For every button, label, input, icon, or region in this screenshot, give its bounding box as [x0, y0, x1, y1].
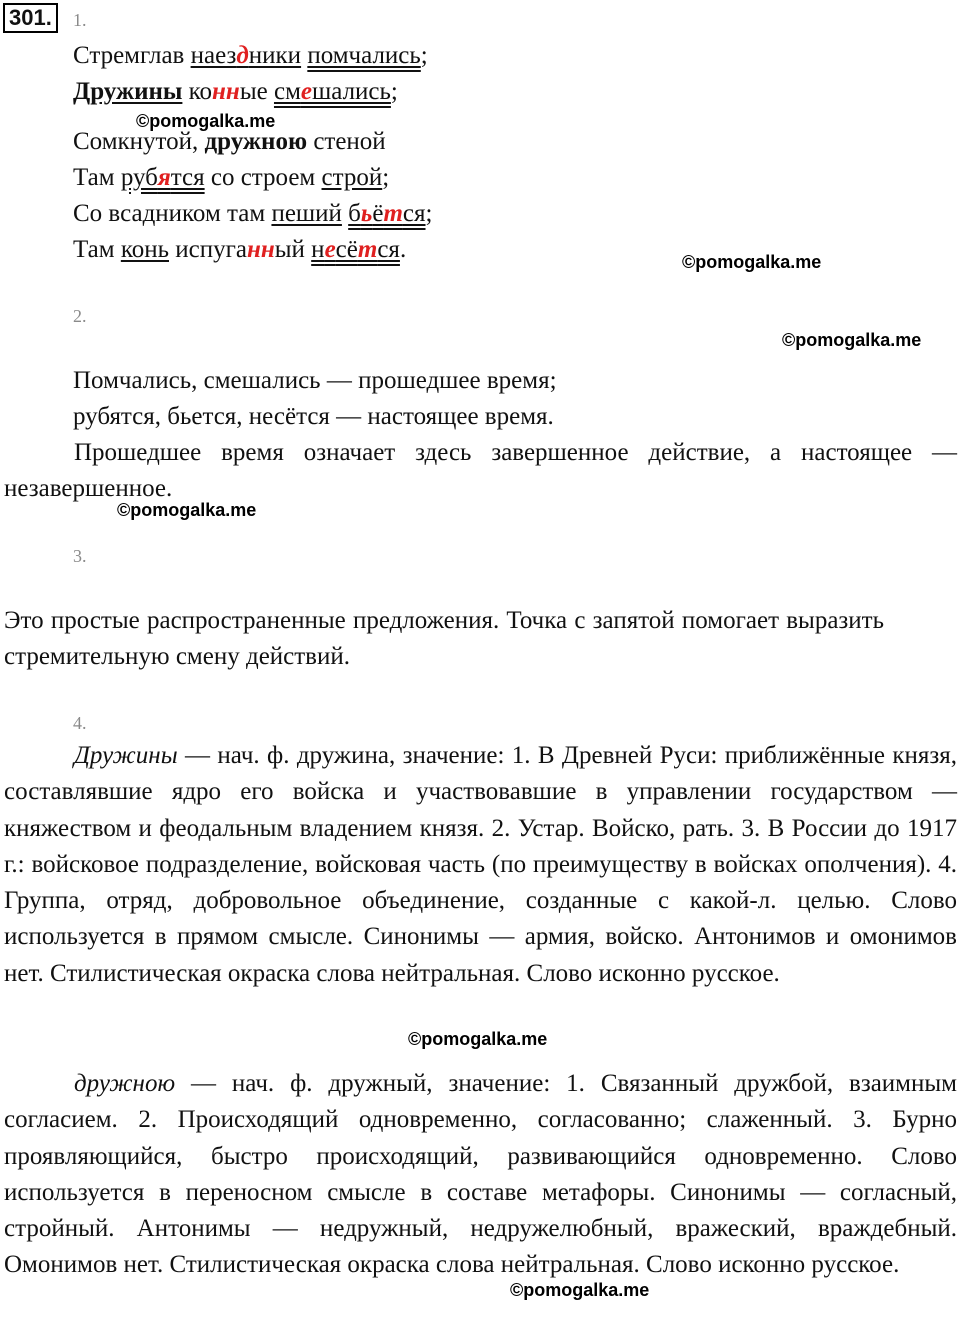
lexical-paragraph-1: Дружины — нач. ф. дружина, значение: 1. В Древней Руси: приближённые князя, составлявшие ядро его войска и участвовавшие в управлении государством — княжеством и феодальным владением князя. 2. Устар. Войско, рать. 3. В России до 1917 г.: войсковое подразделение, войсковая часть (по преимуществу в войсках ополчения). 4. Группа, отряд, добровольное объединение, созданные с какой-л. целью. Слово используется в прямом смысле. Синонимы — армия, войско. Антонимов и омонимов нет. Стилистическая окраска слова нейтральная. Слово исконно русское. — [4, 742, 957, 987]
poem-line-3: Сомкнутой, дружною стеной — [73, 128, 386, 155]
section-number-1: 1. — [73, 10, 87, 30]
watermark: ©pomogalka.me — [408, 1029, 548, 1049]
poem-line-4: Там рубятся со строем строй; — [73, 164, 390, 191]
watermark: ©pomogalka.me — [117, 500, 257, 520]
poem-line-5: Со всадником там пеший бьётся; — [73, 200, 433, 227]
tense-paragraph: Прошедшее время означает здесь завершенное действие, а настоящее — незавершенное. — [4, 439, 957, 503]
section-number-2: 2. — [73, 306, 87, 326]
tense-line-1: Помчались, смешались — прошедшее время; — [73, 367, 557, 394]
poem-line-6: Там конь испуганный несётся. — [73, 236, 407, 263]
watermark: ©pomogalka.me — [510, 1280, 650, 1300]
tense-line-2: рубятся, бьется, несётся — настоящее время. — [73, 403, 554, 430]
lexical-paragraph-2: дружною — нач. ф. дружный, значение: 1. Связанный дружбой, взаимным согласием. 2. Происходящий одновременно, согласованно; слаженный. 3. Бурно проявляющийся, быстро происходящий, развивающийся одновременно. Слово используется в переносном смысле в составе метафоры. Синонимы — согласный, стройный. Антонимы — недружный, недружелюбный, вражеский, враждебный. Омонимов нет. Стилистическая окраска слова нейтральная. Слово исконно русское. — [4, 1070, 957, 1279]
task-number: 301. — [3, 3, 58, 33]
poem-line-2: Дружины конные смешались; — [73, 78, 398, 105]
watermark: ©pomogalka.me — [136, 111, 276, 131]
section-number-4: 4. — [73, 713, 87, 733]
watermark: ©pomogalka.me — [682, 252, 822, 272]
watermark: ©pomogalka.me — [782, 330, 922, 350]
syntax-paragraph: Это простые распространенные предложения. Точка с запятой помогает выразить стремительную смену действий. — [4, 607, 884, 671]
poem-line-1: Стремглав наездники помчались; — [73, 42, 428, 69]
section-number-3: 3. — [73, 546, 87, 566]
